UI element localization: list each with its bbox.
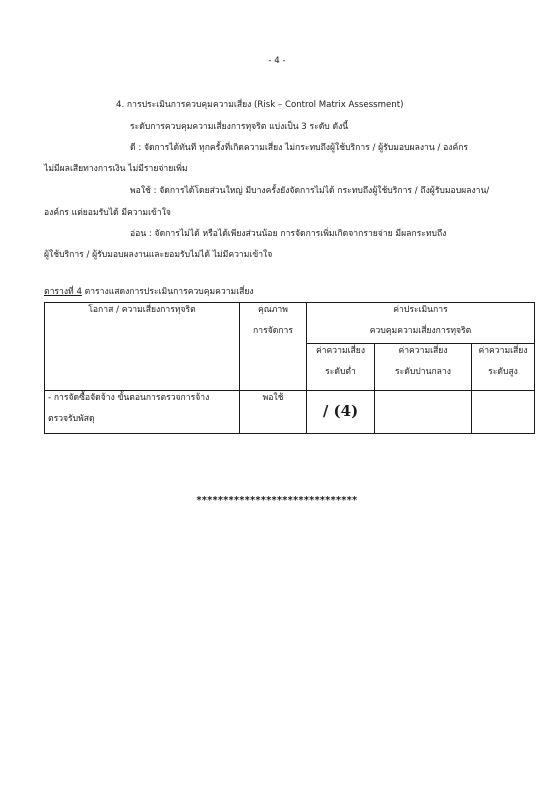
row-mid-risk-value [375,391,472,434]
row-low-risk-value: / (4) [307,391,375,434]
header-low-risk: ค่าความเสี่ยง ระดับต่ำ [307,344,375,391]
risk-assessment-table [44,302,535,434]
header-high-risk: ค่าความเสี่ยง ระดับสูง [472,344,535,391]
level-weak-line1: อ่อน : จัดการไม่ได้ หรือได้เพียงส่วนน้อย การจัดการเพิ่มเกิดจากรายจ่าย มีผลกระทบถึง [130,229,447,239]
row-quality: พอใช้ [240,391,307,434]
level-fair-line2: องค์กร แต่ยอมรับได้ มีความเข้าใจ [44,208,171,218]
section-intro: ระดับการควบคุมความเสี่ยงการทุจริต แบ่งเป็น 3 ระดับ ดังนี้ [130,122,349,132]
level-weak-line2: ผู้ใช้บริการ / ผู้รับมอบผลงานและยอมรับไม่ได้ ไม่มีความเข้าใจ [44,250,273,260]
header-quality: คุณภาพ การจัดการ [240,303,307,391]
level-good-line1: ดี : จัดการได้ทันที ทุกครั้งที่เกิดความเสี่ยง ไม่กระทบถึงผู้ใช้บริการ / ผู้รับมอบผลงาน / องค์กร [130,143,469,153]
row-high-risk-value [472,391,535,434]
header-mid-risk: ค่าความเสี่ยง ระดับปานกลาง [375,344,472,391]
page-number: - 4 - [268,56,286,66]
level-fair-line1: พอใช้ : จัดการได้โดยส่วนใหญ่ มีบางครั้งยังจัดการไม่ได้ กระทบถึงผู้ใช้บริการ / ถึงผู้รับมอบผลงาน/ [130,186,490,196]
table-row [45,391,535,434]
row-risk-item: - การจัดซื้อจัดจ้าง ขั้นตอนการตรวจการจ้าง ตรวจรับพัสดุ [45,391,240,434]
section-heading: 4. การประเมินการควบคุมความเสี่ยง (Risk – Control Matrix Assessment) [116,100,404,110]
table-caption [44,286,254,298]
table-caption-ref: ตารางที่ 4 [44,287,82,297]
level-good-line2: ไม่มีผลเสียทางการเงิน ไม่มีรายจ่ายเพิ่ม [44,164,188,174]
table-caption-text: ตารางแสดงการประเมินการควบคุมความเสี่ยง [81,287,254,297]
header-evaluation: ค่าประเมินการ ควบคุมความเสี่ยงการทุจริต [307,303,535,344]
header-risk: โอกาส / ความเสี่ยงการทุจริต [45,303,240,391]
table-header-row [45,303,535,344]
end-of-section-stars: ****************************** [196,495,358,506]
